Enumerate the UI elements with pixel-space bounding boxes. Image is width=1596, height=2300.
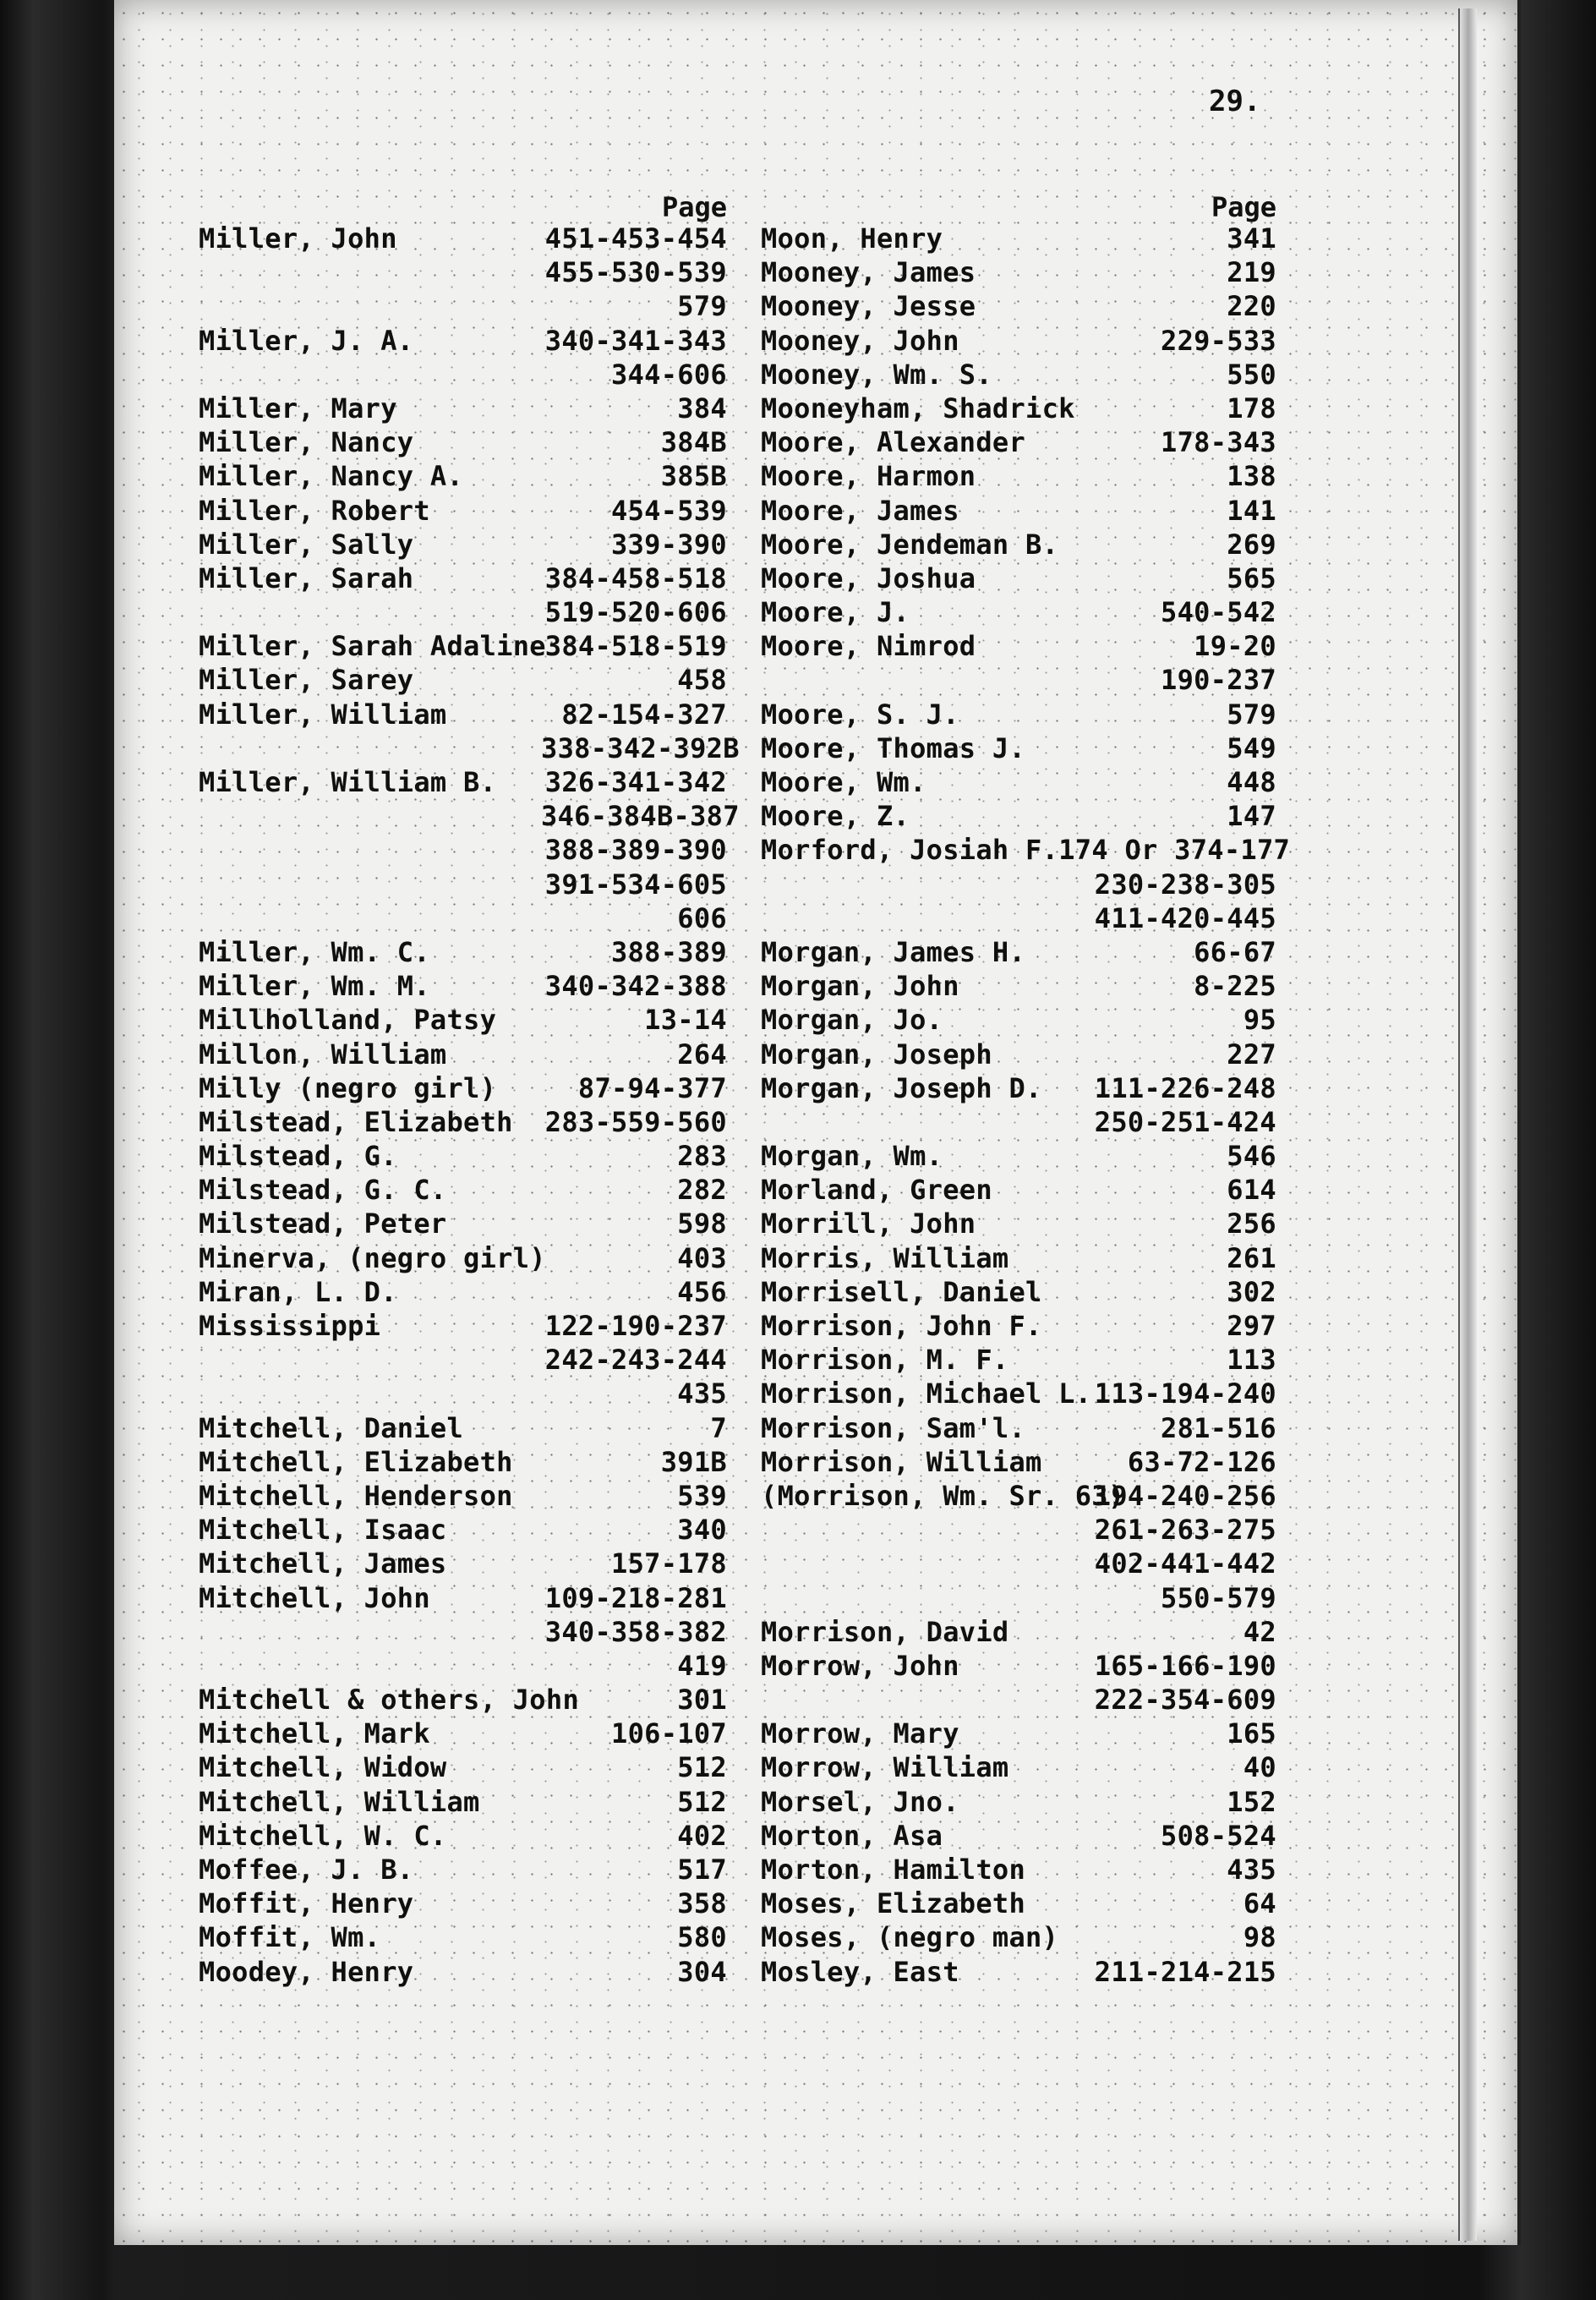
- entry-name: Moore, Wm.: [761, 766, 926, 798]
- entry-name: Morgan, John: [761, 970, 959, 1003]
- index-entry: [199, 799, 740, 833]
- entry-pages: 122-190-237: [544, 1310, 727, 1342]
- index-entry: [199, 1683, 727, 1717]
- index-entry: [761, 1750, 1276, 1784]
- entry-pages: 358: [677, 1887, 727, 1920]
- entry-pages: 565: [1227, 561, 1276, 594]
- entry-name: Moore, J.: [761, 596, 910, 629]
- entry-name: Moffit, Wm.: [199, 1921, 381, 1954]
- entry-pages: 340-358-382: [544, 1615, 727, 1648]
- index-entry: [761, 1547, 1276, 1580]
- index-entry: [199, 289, 727, 323]
- entry-name: Mitchell, Isaac: [199, 1514, 447, 1547]
- entry-pages: 95: [1243, 1004, 1276, 1037]
- entry-pages: 66-67: [1194, 935, 1276, 968]
- entry-name: Miller, J. A.: [199, 324, 414, 357]
- entry-name: Moore, James: [761, 494, 959, 527]
- entry-name: Morgan, Wm.: [761, 1140, 943, 1173]
- index-entry: [761, 629, 1276, 663]
- index-entry: [199, 1750, 727, 1784]
- entry-pages: 546: [1227, 1140, 1276, 1173]
- index-entry: [199, 1513, 727, 1547]
- entry-name: Morrow, William: [761, 1751, 1009, 1784]
- index-entry: [199, 1275, 727, 1309]
- entry-name: Moore, Thomas J.: [761, 731, 1026, 764]
- entry-pages: 341: [1227, 222, 1276, 255]
- index-entry: [761, 1819, 1276, 1853]
- entry-name: Mooney, Wm. S.: [761, 358, 992, 391]
- entry-name: Mitchell, W. C.: [199, 1819, 447, 1852]
- entry-pages: 211-214-215: [1094, 1955, 1276, 1988]
- index-entry: [199, 868, 727, 901]
- entry-pages: 456: [677, 1275, 727, 1308]
- index-entry: [761, 1445, 1276, 1479]
- entry-name: Miller, Nancy: [199, 426, 414, 459]
- index-entry: [199, 731, 740, 765]
- entry-pages: 580: [677, 1921, 727, 1954]
- entry-name: Mitchell, John: [199, 1581, 430, 1614]
- entry-pages: 261: [1227, 1241, 1276, 1274]
- entry-pages: 598: [677, 1208, 727, 1240]
- index-entry: [761, 1717, 1276, 1750]
- index-entry: [761, 935, 1276, 969]
- entry-pages: 326-341-342: [544, 766, 727, 798]
- entry-name: Miller, Robert: [199, 494, 430, 527]
- index-entry: [199, 1479, 727, 1513]
- index-entry: [761, 765, 1276, 799]
- index-entry: [761, 1683, 1276, 1717]
- left-column-page-header: Page: [661, 191, 727, 223]
- entry-name: Morrow, Mary: [761, 1717, 959, 1750]
- entry-name: Minerva, (negro girl): [199, 1241, 546, 1274]
- entry-name: Morrison, Sam'l.: [761, 1411, 1026, 1444]
- entry-name: Morrison, John F.: [761, 1310, 1042, 1342]
- entry-name: Morrill, John: [761, 1208, 976, 1240]
- index-entry: [761, 255, 1276, 289]
- entry-name: Milstead, G. C.: [199, 1174, 447, 1207]
- entry-pages: 282: [677, 1174, 727, 1207]
- entry-pages: 165: [1227, 1717, 1276, 1750]
- entry-name: Mosley, East: [761, 1955, 959, 1988]
- entry-pages: 40: [1243, 1751, 1276, 1784]
- index-entry: [761, 1411, 1276, 1445]
- index-entry: [199, 528, 727, 561]
- entry-name: Morgan, Joseph: [761, 1038, 992, 1071]
- index-entry: [199, 324, 727, 358]
- entry-name: Miller, Sally: [199, 528, 414, 561]
- index-entry: [199, 1173, 727, 1207]
- entry-pages: 194-240-256: [1094, 1479, 1276, 1512]
- entry-name: Morton, Asa: [761, 1819, 943, 1852]
- entry-pages: 227: [1227, 1038, 1276, 1071]
- index-entry: [199, 358, 727, 392]
- index-entry: [761, 1207, 1276, 1240]
- entry-name: Moon, Henry: [761, 222, 943, 255]
- index-entry: [761, 901, 1276, 935]
- entry-name: Mooneyham, Shadrick: [761, 392, 1075, 424]
- index-entry: [199, 1717, 727, 1750]
- entry-pages: 174 Or 374-177: [1058, 834, 1291, 867]
- index-entry: [199, 1649, 727, 1683]
- entry-pages: 448: [1227, 766, 1276, 798]
- entry-pages: 138: [1227, 460, 1276, 493]
- index-entry: [761, 1785, 1276, 1819]
- entry-name: Miller, William B.: [199, 766, 497, 798]
- index-entry: [199, 1411, 727, 1445]
- entry-pages: 113-194-240: [1094, 1377, 1276, 1410]
- entry-pages: 539: [677, 1479, 727, 1512]
- index-entry: [199, 833, 727, 867]
- entry-pages: 283: [677, 1140, 727, 1173]
- entry-pages: 519-520-606: [544, 596, 727, 629]
- entry-pages: 455-530-539: [544, 256, 727, 289]
- entry-name: Morgan, Jo.: [761, 1004, 943, 1037]
- entry-name: Morris, William: [761, 1241, 1009, 1274]
- index-entry: [199, 425, 727, 459]
- entry-name: Moffit, Henry: [199, 1887, 414, 1920]
- index-entry: [761, 969, 1276, 1003]
- index-entry: [199, 1071, 727, 1105]
- entry-pages: 87-94-377: [577, 1071, 727, 1104]
- entry-name: Miller, Wm. M.: [199, 970, 430, 1003]
- index-entry: [761, 1615, 1276, 1649]
- left-index-column: [199, 222, 740, 1989]
- entry-pages: 98: [1243, 1921, 1276, 1954]
- entry-pages: 614: [1227, 1174, 1276, 1207]
- right-column-page-header: Page: [1211, 191, 1276, 223]
- entry-pages: 512: [677, 1751, 727, 1784]
- entry-name: Moore, Alexander: [761, 426, 1026, 459]
- entry-pages: 147: [1227, 800, 1276, 833]
- index-entry: [199, 1853, 727, 1887]
- index-entry: [199, 969, 727, 1003]
- index-entry: [761, 1513, 1276, 1547]
- index-entry: [199, 629, 727, 663]
- index-entry: [761, 358, 1276, 392]
- entry-pages: 111-226-248: [1094, 1071, 1276, 1104]
- entry-pages: 250-251-424: [1094, 1105, 1276, 1138]
- entry-pages: 281-516: [1161, 1411, 1276, 1444]
- index-entry: [761, 1649, 1276, 1683]
- entry-pages: 269: [1227, 528, 1276, 561]
- entry-pages: 435: [677, 1377, 727, 1410]
- entry-name: Millholland, Patsy: [199, 1004, 497, 1037]
- entry-pages: 550: [1227, 358, 1276, 391]
- index-entry: [199, 1955, 727, 1989]
- index-entry: [761, 1853, 1276, 1887]
- entry-name: Miller, William: [199, 698, 447, 731]
- entry-name: Moore, Harmon: [761, 460, 976, 493]
- index-entry: [761, 324, 1276, 358]
- index-entry: [761, 561, 1276, 595]
- index-entry: [761, 1581, 1276, 1615]
- entry-pages: 384-458-518: [544, 561, 727, 594]
- entry-pages: 512: [677, 1785, 727, 1818]
- entry-pages: 113: [1227, 1344, 1276, 1377]
- entry-name: Mooney, Jesse: [761, 290, 976, 323]
- entry-pages: 517: [677, 1854, 727, 1886]
- index-entry: [199, 1615, 727, 1649]
- entry-pages: 454-539: [611, 494, 727, 527]
- entry-name: Morrison, M. F.: [761, 1344, 1009, 1377]
- index-entry: [199, 222, 727, 255]
- entry-pages: 385B: [660, 460, 727, 493]
- index-entry: [199, 255, 727, 289]
- entry-pages: 229-533: [1161, 324, 1276, 357]
- entry-pages: 106-107: [611, 1717, 727, 1750]
- entry-name: Morton, Hamilton: [761, 1854, 1026, 1886]
- entry-pages: 403: [677, 1241, 727, 1274]
- entry-name: Moore, Z.: [761, 800, 910, 833]
- entry-name: Milstead, Peter: [199, 1208, 447, 1240]
- index-entry: [761, 1479, 1276, 1513]
- entry-pages: 402-441-442: [1094, 1547, 1276, 1580]
- index-entry: [199, 1887, 727, 1920]
- entry-name: Mitchell, Daniel: [199, 1411, 464, 1444]
- index-entry: [761, 1275, 1276, 1309]
- index-entry: [199, 1920, 727, 1954]
- entry-pages: 384-518-519: [544, 630, 727, 663]
- entry-pages: 340-342-388: [544, 970, 727, 1003]
- entry-name: Morsel, Jno.: [761, 1785, 959, 1818]
- entry-name: Milstead, G.: [199, 1140, 397, 1173]
- entry-pages: 178-343: [1161, 426, 1276, 459]
- entry-pages: 63-72-126: [1127, 1445, 1276, 1478]
- entry-name: Morrisell, Daniel: [761, 1275, 1042, 1308]
- entry-pages: 549: [1227, 731, 1276, 764]
- entry-pages: 157-178: [611, 1547, 727, 1580]
- right-index-column: [761, 222, 1291, 1989]
- entry-pages: 242-243-244: [544, 1344, 727, 1377]
- index-entry: [761, 1071, 1276, 1105]
- entry-pages: 419: [677, 1649, 727, 1682]
- entry-pages: 304: [677, 1955, 727, 1988]
- index-entry: [761, 222, 1276, 255]
- index-entry: [199, 1785, 727, 1819]
- entry-pages: 391-534-605: [544, 868, 727, 901]
- index-entry: [761, 1105, 1276, 1139]
- entry-pages: 220: [1227, 290, 1276, 323]
- index-entry: [761, 1887, 1276, 1920]
- entry-name: Mitchell, Elizabeth: [199, 1445, 513, 1478]
- entry-pages: 540-542: [1161, 596, 1276, 629]
- entry-pages: 141: [1227, 494, 1276, 527]
- entry-name: Milly (negro girl): [199, 1071, 497, 1104]
- index-entry: [199, 765, 727, 799]
- entry-name: Morford, Josiah F.: [761, 834, 1059, 867]
- entry-pages: 261-263-275: [1094, 1514, 1276, 1547]
- entry-name: Mississippi: [199, 1310, 381, 1342]
- index-entry: [199, 1581, 727, 1615]
- entry-pages: 606: [677, 901, 727, 934]
- index-entry: [199, 663, 727, 697]
- entry-pages: 388-389: [611, 935, 727, 968]
- index-entry: [199, 494, 727, 528]
- entry-name: Millon, William: [199, 1038, 447, 1071]
- index-entry: [199, 1819, 727, 1853]
- entry-name: (Morrison, Wm. Sr. 63): [761, 1479, 1125, 1512]
- entry-name: Moore, Jendeman B.: [761, 528, 1059, 561]
- entry-name: Morgan, Joseph D.: [761, 1071, 1042, 1104]
- index-entry: [199, 1309, 727, 1343]
- index-entry: [761, 494, 1276, 528]
- index-entry: [199, 698, 727, 731]
- index-entry: [199, 1003, 727, 1037]
- entry-pages: 178: [1227, 392, 1276, 424]
- entry-pages: 384: [677, 392, 727, 424]
- entry-name: Moore, Nimrod: [761, 630, 976, 663]
- entry-name: Morrison, David: [761, 1615, 1009, 1648]
- page-number: 29.: [1209, 85, 1261, 118]
- entry-pages: 64: [1243, 1887, 1276, 1920]
- entry-name: Milstead, Elizabeth: [199, 1105, 513, 1138]
- entry-name: Moses, (negro man): [761, 1921, 1059, 1954]
- entry-pages: 579: [677, 290, 727, 323]
- index-entry: [199, 561, 727, 595]
- entry-name: Mitchell & others, John: [199, 1684, 580, 1717]
- index-entry: [761, 595, 1276, 629]
- entry-pages: 346-384B-387: [541, 800, 740, 833]
- entry-pages: 301: [677, 1684, 727, 1717]
- entry-pages: 384B: [660, 426, 727, 459]
- index-entry: [761, 289, 1276, 323]
- entry-pages: 579: [1227, 698, 1276, 731]
- entry-pages: 435: [1227, 1854, 1276, 1886]
- entry-name: Miller, Sarah: [199, 561, 414, 594]
- index-entry: [199, 1139, 727, 1173]
- entry-pages: 109-218-281: [544, 1581, 727, 1614]
- index-entry: [761, 1003, 1276, 1037]
- entry-pages: 219: [1227, 256, 1276, 289]
- entry-pages: 550-579: [1161, 1581, 1276, 1614]
- index-entry: [199, 1343, 727, 1377]
- index-entry: [761, 833, 1291, 867]
- index-entry: [761, 1343, 1276, 1377]
- entry-pages: 7: [710, 1411, 727, 1444]
- entry-pages: 13-14: [644, 1004, 727, 1037]
- entry-pages: 338-342-392B: [541, 731, 740, 764]
- entry-name: Miller, Sarey: [199, 664, 414, 697]
- entry-name: Morland, Green: [761, 1174, 992, 1207]
- entry-pages: 152: [1227, 1785, 1276, 1818]
- entry-name: Morgan, James H.: [761, 935, 1026, 968]
- entry-name: Miran, L. D.: [199, 1275, 397, 1308]
- entry-pages: 190-237: [1161, 664, 1276, 697]
- index-entry: [761, 799, 1276, 833]
- entry-name: Miller, Mary: [199, 392, 397, 424]
- entry-pages: 230-238-305: [1094, 868, 1276, 901]
- entry-name: Mooney, James: [761, 256, 976, 289]
- index-entry: [761, 1309, 1276, 1343]
- index-entry: [199, 1241, 727, 1275]
- index-entry: [199, 935, 727, 969]
- entry-pages: 256: [1227, 1208, 1276, 1240]
- index-entry: [761, 1139, 1276, 1173]
- entry-name: Mitchell, Mark: [199, 1717, 430, 1750]
- entry-pages: 302: [1227, 1275, 1276, 1308]
- entry-pages: 340-341-343: [544, 324, 727, 357]
- entry-pages: 42: [1243, 1615, 1276, 1648]
- entry-pages: 451-453-454: [544, 222, 727, 255]
- index-entry: [199, 459, 727, 493]
- entry-pages: 297: [1227, 1310, 1276, 1342]
- entry-pages: 165-166-190: [1094, 1649, 1276, 1682]
- entry-pages: 8-225: [1194, 970, 1276, 1003]
- page-edge: [1458, 8, 1477, 2241]
- entry-pages: 339-390: [611, 528, 727, 561]
- index-entry: [761, 528, 1276, 561]
- entry-pages: 458: [677, 664, 727, 697]
- entry-name: Morrow, John: [761, 1649, 959, 1682]
- index-entry: [199, 1038, 727, 1071]
- entry-pages: 19-20: [1194, 630, 1276, 663]
- index-entry: [761, 1377, 1276, 1410]
- entry-name: Moffee, J. B.: [199, 1854, 414, 1886]
- index-entry: [199, 901, 727, 935]
- entry-name: Miller, Nancy A.: [199, 460, 464, 493]
- entry-name: Moore, S. J.: [761, 698, 959, 731]
- entry-name: Mitchell, William: [199, 1785, 480, 1818]
- index-entry: [761, 1920, 1276, 1954]
- index-entry: [761, 698, 1276, 731]
- index-entry: [199, 1547, 727, 1580]
- index-entry: [761, 1955, 1276, 1989]
- entry-name: Morrison, Michael L.: [761, 1377, 1092, 1410]
- index-entry: [199, 1377, 727, 1410]
- index-entry: [761, 425, 1276, 459]
- entry-name: Miller, Wm. C.: [199, 935, 430, 968]
- entry-pages: 82-154-327: [561, 698, 727, 731]
- index-entry: [761, 459, 1276, 493]
- entry-name: Mitchell, Henderson: [199, 1479, 513, 1512]
- entry-name: Moses, Elizabeth: [761, 1887, 1026, 1920]
- entry-name: Moore, Joshua: [761, 561, 976, 594]
- index-entry: [761, 731, 1276, 765]
- entry-name: Miller, John: [199, 222, 397, 255]
- entry-name: Morrison, William: [761, 1445, 1042, 1478]
- entry-pages: 222-354-609: [1094, 1684, 1276, 1717]
- entry-pages: 264: [677, 1038, 727, 1071]
- entry-name: Mitchell, James: [199, 1547, 447, 1580]
- entry-pages: 283-559-560: [544, 1105, 727, 1138]
- index-entry: [761, 1173, 1276, 1207]
- entry-pages: 402: [677, 1819, 727, 1852]
- entry-name: Miller, Sarah Adaline: [199, 630, 546, 663]
- entry-pages: 344-606: [611, 358, 727, 391]
- entry-pages: 508-524: [1161, 1819, 1276, 1852]
- entry-pages: 391B: [660, 1445, 727, 1478]
- entry-pages: 411-420-445: [1094, 901, 1276, 934]
- index-entry: [199, 595, 727, 629]
- entry-name: Mooney, John: [761, 324, 959, 357]
- entry-pages: 340: [677, 1514, 727, 1547]
- entry-name: Mitchell, Widow: [199, 1751, 447, 1784]
- index-entry: [761, 868, 1276, 901]
- entry-pages: 388-389-390: [544, 834, 727, 867]
- index-entry: [199, 1445, 727, 1479]
- index-entry: [761, 1241, 1276, 1275]
- index-entry: [761, 663, 1276, 697]
- entry-name: Moodey, Henry: [199, 1955, 414, 1988]
- index-entry: [199, 392, 727, 425]
- index-entry: [761, 1038, 1276, 1071]
- index-entry: [761, 392, 1276, 425]
- index-entry: [199, 1105, 727, 1139]
- index-entry: [199, 1207, 727, 1240]
